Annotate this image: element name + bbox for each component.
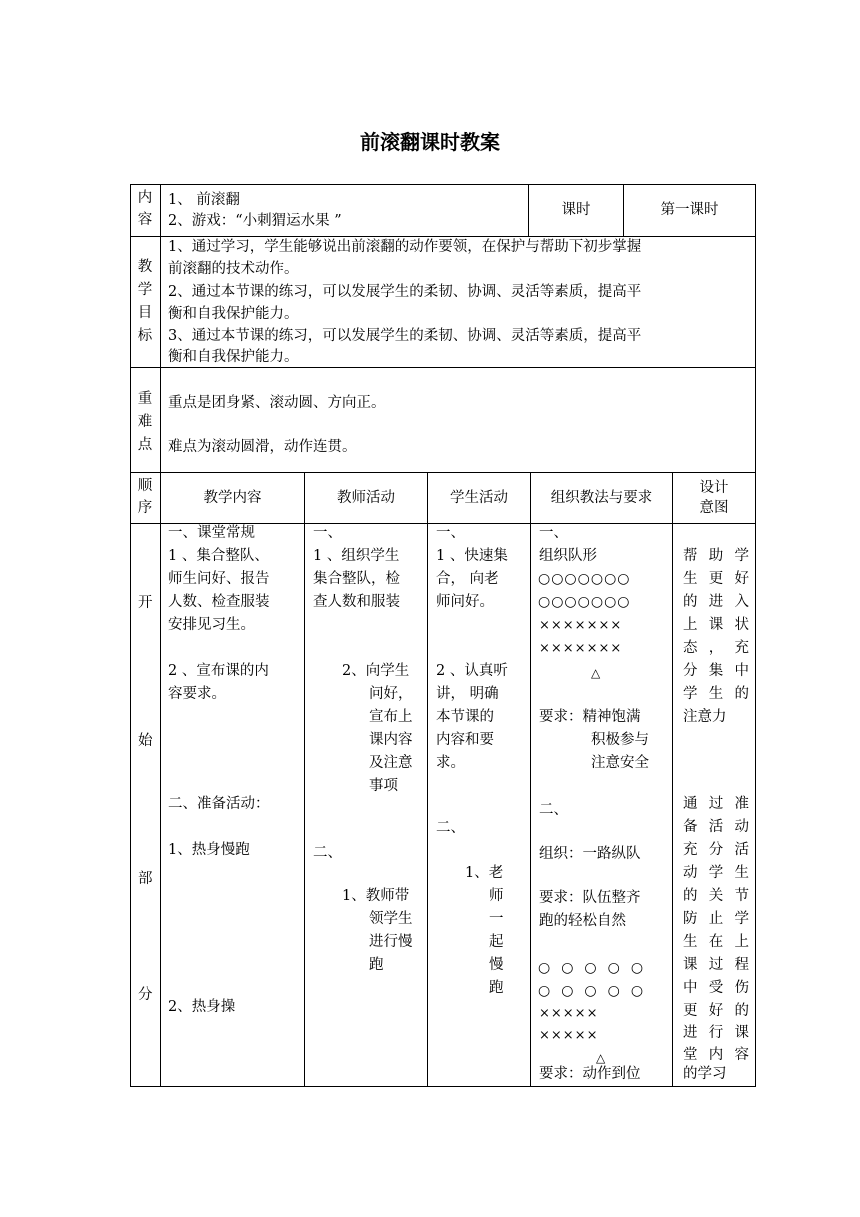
student-p2-line-5: 求。 [436, 755, 465, 771]
formation-cross-row-2: ××××××× [539, 641, 623, 656]
student-p3-line-3: 一 [489, 911, 504, 927]
routine-line-3: 师生问好、报告 [168, 571, 270, 587]
teacher-p3-line-3: 进行慢 [369, 934, 413, 950]
student-p3-line-1: 1、老 [465, 865, 504, 881]
formation2-circle-row-1: ○○○○○ [538, 960, 655, 976]
student-p2-line-3: 本节课的 [436, 709, 494, 725]
design-p2-line-4: 动学生 [683, 865, 749, 881]
goal-line-4: 衡和自我保护能力。 [168, 306, 299, 322]
routine-line-1: 一、课堂常规 [168, 525, 255, 541]
design-p2-line-10: 更好的 [683, 1003, 749, 1019]
col-student-header: 学生活动 [450, 489, 508, 506]
content-label-text: 内容 [137, 190, 153, 228]
formation-label: 组织队形 [539, 548, 597, 564]
design-p1-line-2: 生更好 [683, 571, 749, 587]
design-p1-line-5: 态，充 [683, 640, 749, 656]
formation2-cross-row-1: ××××× [539, 1006, 599, 1021]
method-p2-heading: 二、 [539, 802, 568, 818]
design-p2-line-9: 中受伤 [683, 980, 749, 996]
key-points-label [130, 388, 160, 457]
student-p3-line-5: 慢 [489, 957, 504, 973]
student-p2-line-4: 内容和要 [436, 732, 494, 748]
teacher-position-mark: △ [591, 666, 601, 680]
page-title: 前滚翻课时教案 [360, 130, 500, 154]
col-method-header-text: 组织教法与要求 [550, 490, 653, 506]
formation2-circle-row-2: ○○○○○ [538, 983, 655, 999]
method-p1-heading: 一、 [539, 525, 568, 541]
col-content-header: 教学内容 [203, 489, 262, 506]
teacher-p1-line-3: 集合整队，检 [313, 571, 400, 587]
routine-line-5: 安排见习生。 [168, 617, 255, 633]
teacher-p3-line-1: 1、教师带 [342, 888, 410, 904]
content-label [130, 187, 160, 231]
difficulty-text: 难点为滚动圆滑，动作连贯。 [168, 439, 357, 455]
teacher-p3-line-4: 跑 [369, 957, 384, 973]
student-p2-line-1: 2 、认真听 [436, 663, 508, 679]
teacher-p2-line-5: 及注意 [369, 755, 413, 771]
routine-line-4: 人数、检查服装 [168, 594, 270, 610]
announce-line-1: 2 、宣布课的内 [168, 663, 269, 679]
content-line-2: 2、游戏：“小刺猬运水果 ” [168, 213, 342, 229]
jog-item: 1、热身慢跑 [168, 842, 250, 858]
section-label-char-3: 部 [138, 871, 153, 887]
design-p1-line-8: 注意力 [683, 709, 727, 725]
teacher-p1-line-2: 1 、组织学生 [313, 548, 400, 564]
design-p2-line-6: 防止学 [683, 911, 749, 927]
key-points-label-text: 重难点 [137, 391, 153, 453]
student-p1-line-2: 1 、快速集 [436, 548, 508, 564]
teacher-p1-line-4: 查人数和服装 [313, 594, 400, 610]
design-p1-line-6: 分集中 [683, 663, 749, 679]
goal-line-5: 3、通过本节课的练习，可以发展学生的柔韧、协调、灵活等素质，提高平 [168, 328, 642, 344]
method-req1-line-1: 积极参与 [591, 732, 649, 748]
student-p1-line-1: 一、 [436, 525, 465, 541]
period-label: 课时 [561, 202, 591, 218]
routine-line-2: 1 、集合整队、 [168, 548, 269, 564]
student-p1-line-3: 合， 向老 [436, 571, 499, 587]
teacher-p2-line-3: 宣布上 [369, 709, 413, 725]
col-order-header-text: 顺序 [137, 478, 153, 516]
method-req2-line-1: 要求：队伍整齐 [539, 890, 641, 906]
col-order-header [130, 475, 160, 519]
design-p1-line-7: 学生的 [683, 686, 749, 702]
exercise-item: 2、热身操 [168, 999, 236, 1015]
student-p1-line-4: 师问好。 [436, 594, 494, 610]
method-req3: 要求：动作到位 [539, 1066, 641, 1082]
section-label-char-1: 开 [138, 595, 153, 611]
formation-circle-row-1: ○○○○○○○ [538, 571, 631, 587]
col-design-header-text: 设计意图 [699, 480, 729, 516]
method-req1-line-2: 注意安全 [591, 755, 649, 771]
teacher-p2-line-1: 2、向学生 [342, 663, 410, 679]
warmup-heading: 二、准备活动： [168, 796, 270, 812]
key-point-text: 重点是团身紧、滚动圆、方向正。 [168, 395, 386, 411]
teacher-position-mark-2: △ [596, 1051, 606, 1065]
goal-line-6: 衡和自我保护能力。 [168, 349, 299, 365]
teacher-p3-heading: 二、 [313, 845, 342, 861]
section-label-char-2: 始 [138, 733, 153, 749]
method-req1-label: 要求：精神饱满 [539, 709, 641, 725]
student-p3-line-4: 起 [489, 934, 504, 950]
student-p3-line-2: 师 [489, 888, 504, 904]
design-p2-line-2: 备活动 [683, 819, 749, 835]
goals-label [130, 256, 160, 348]
design-p1-line-3: 的进入 [683, 594, 749, 610]
design-p2-line-7: 生在上 [683, 934, 749, 950]
design-p1-line-1: 帮助学 [683, 548, 749, 564]
student-p3-heading: 二、 [436, 820, 465, 836]
formation-cross-row-1: ××××××× [539, 618, 623, 633]
period-value: 第一课时 [660, 202, 719, 218]
col-design-header [673, 473, 755, 523]
formation-circle-row-2: ○○○○○○○ [538, 594, 631, 610]
design-p1-line-4: 上课状 [683, 617, 749, 633]
student-p2-line-2: 讲， 明确 [436, 686, 499, 702]
goal-line-1: 1、通过学习，学生能够说出前滚翻的动作要领，在保护与帮助下初步掌握 [168, 239, 642, 255]
goal-line-2: 前滚翻的技术动作。 [168, 261, 299, 277]
teacher-p3-line-2: 领学生 [369, 911, 413, 927]
col-method-header [531, 473, 672, 523]
design-p2-line-8: 课过程 [683, 957, 749, 973]
goal-line-3: 2、通过本节课的练习，可以发展学生的柔韧、协调、灵活等素质，提高平 [168, 284, 642, 300]
method-req2-line-2: 跑的轻松自然 [539, 913, 626, 929]
goals-label-text: 教学目标 [137, 259, 153, 344]
design-p2-line-5: 的关节 [683, 888, 749, 904]
col-teacher-header: 教师活动 [337, 489, 395, 506]
design-p2-line-12: 堂内容 [683, 1047, 749, 1063]
teacher-p2-line-2: 问好， [369, 686, 413, 702]
design-p2-line-11: 进行课 [683, 1025, 749, 1041]
teacher-p2-line-4: 课内容 [369, 732, 413, 748]
content-line-1: 1、 前滚翻 [168, 192, 240, 208]
method-org2: 组织：一路纵队 [539, 846, 641, 862]
teacher-p2-line-6: 事项 [369, 778, 398, 794]
design-p2-line-3: 充分活 [683, 842, 749, 858]
formation2-cross-row-2: ××××× [539, 1028, 599, 1043]
section-label-char-4: 分 [138, 987, 153, 1003]
design-p2-line-13: 的学习 [683, 1066, 727, 1082]
teacher-p1-line-1: 一、 [313, 525, 342, 541]
student-p3-line-6: 跑 [489, 980, 504, 996]
design-p2-line-1: 通过准 [683, 796, 749, 812]
announce-line-2: 容要求。 [168, 686, 226, 702]
